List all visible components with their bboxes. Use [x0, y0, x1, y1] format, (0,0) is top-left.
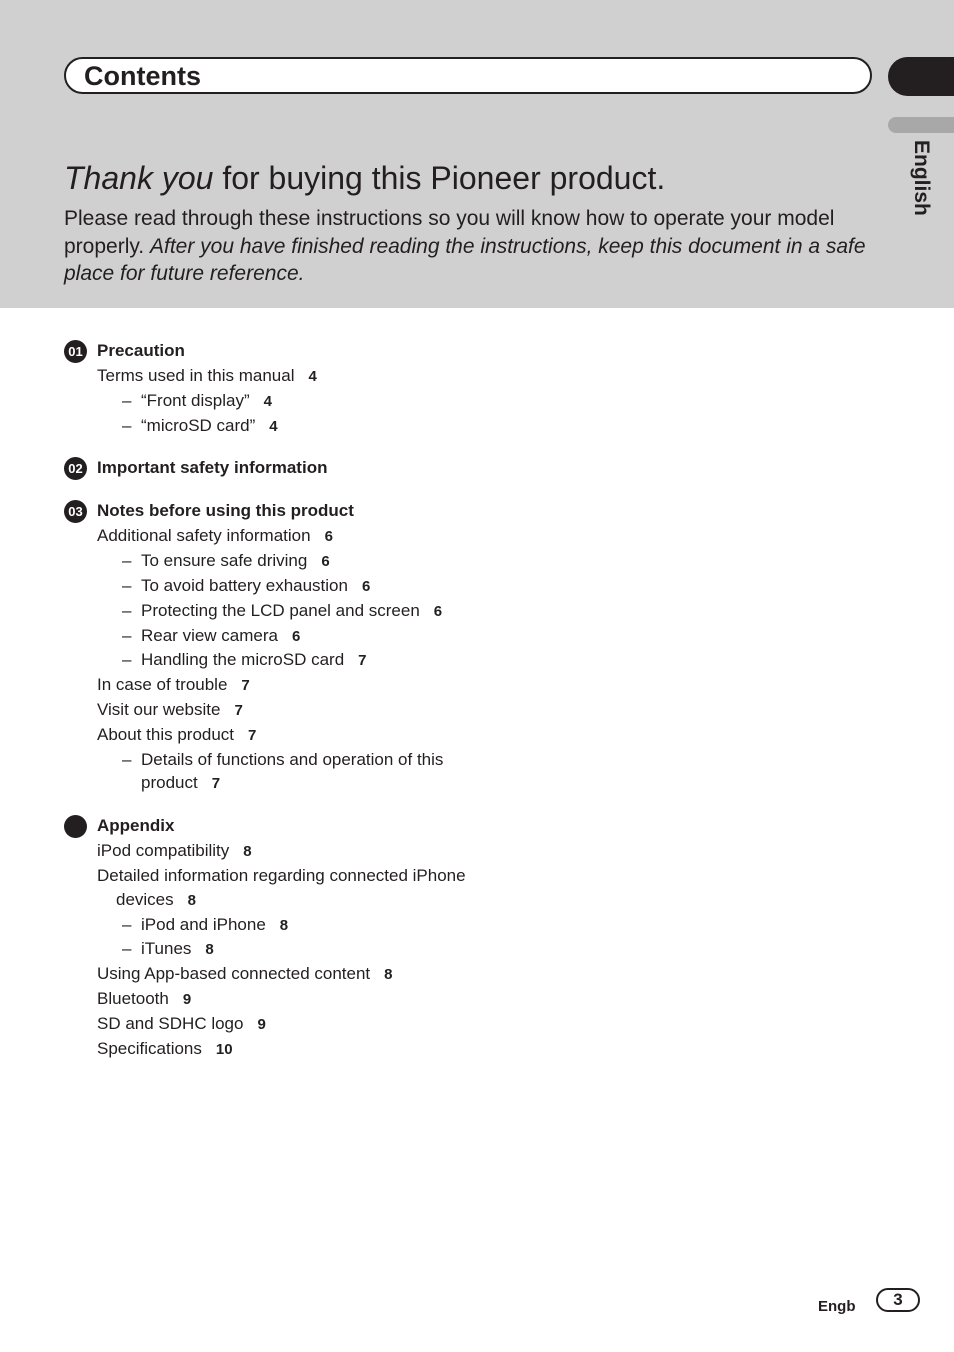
language-code: Engb: [818, 1298, 856, 1315]
entry-page-number: 7: [241, 677, 250, 695]
section-title: Important safety information: [97, 458, 328, 478]
table-of-contents: [64, 338, 484, 1078]
toc-entry[interactable]: [64, 673, 484, 698]
toc-subentry[interactable]: [64, 574, 484, 599]
section-title: Appendix: [97, 816, 175, 836]
toc-entry[interactable]: [64, 698, 484, 723]
entry-page-number: 7: [248, 726, 257, 744]
toc-subentry[interactable]: [64, 599, 484, 624]
entry-page-number: 9: [257, 1015, 266, 1033]
entry-dash: –: [122, 650, 132, 670]
entry-page-number: 6: [321, 553, 330, 571]
section-number-badge: 02: [64, 457, 87, 480]
toc-entry[interactable]: [64, 364, 484, 389]
toc-entry[interactable]: [64, 524, 484, 549]
entry-page-number: 9: [182, 990, 192, 1008]
entry-text: Protecting the LCD panel and screen: [141, 600, 420, 620]
entry-text: “Front display”: [141, 390, 250, 410]
entry-text: Specifications: [97, 1038, 202, 1058]
entry-dash: –: [122, 600, 132, 620]
entry-page-number: 8: [279, 916, 289, 934]
toc-entry[interactable]: [64, 1037, 484, 1062]
entry-dash: –: [122, 551, 132, 571]
toc-subentry[interactable]: [64, 389, 484, 414]
entry-page-number: 8: [384, 966, 393, 984]
toc-section: [64, 813, 484, 1061]
toc-section: [64, 338, 484, 438]
toc-entry[interactable]: [64, 1012, 484, 1037]
toc-entry[interactable]: [64, 987, 484, 1012]
toc-entry[interactable]: [64, 723, 484, 748]
language-tab-label: English: [910, 140, 933, 216]
entry-page-number: 10: [215, 1040, 233, 1058]
section-title: Precaution: [97, 341, 185, 360]
entry-text: iPod compatibility: [97, 841, 230, 861]
entry-text: Additional safety information: [97, 526, 311, 546]
toc-entry[interactable]: [64, 864, 484, 913]
entry-page-number: 4: [263, 392, 272, 410]
entry-text: Bluetooth: [97, 988, 169, 1008]
page-title: Contents: [84, 61, 201, 91]
entry-page-number: 7: [211, 775, 221, 793]
entry-page-number: 6: [433, 602, 443, 620]
toc-subentry[interactable]: [64, 937, 484, 962]
entry-page-number: 8: [243, 843, 252, 861]
toc-subentry[interactable]: [64, 624, 484, 649]
toc-section-heading[interactable]: [64, 498, 484, 524]
entry-page-number: 4: [308, 368, 317, 385]
entry-dash: –: [122, 914, 132, 934]
toc-subentry[interactable]: [64, 549, 484, 574]
entry-dash: –: [122, 390, 132, 410]
entry-page-number: 6: [292, 627, 301, 645]
toc-entry[interactable]: [64, 839, 484, 864]
entry-dash: –: [122, 749, 132, 769]
entry-text: Rear view camera: [141, 625, 278, 645]
section-number-badge: 03: [64, 500, 87, 523]
entry-text: Visit our website: [97, 699, 221, 719]
section-title: Notes before using this product: [97, 501, 354, 521]
toc-subentry[interactable]: [64, 414, 484, 439]
headline-rest: for buying this Pioneer product.: [213, 160, 666, 196]
entry-dash: –: [122, 575, 132, 595]
entry-text: In case of trouble: [97, 675, 228, 695]
intro-italic-text: After you have finished reading the instructions, keep this document in a safe place for future reference.: [64, 234, 866, 285]
toc-section: [64, 455, 484, 481]
entry-page-number: 6: [324, 528, 333, 546]
entry-text: iTunes: [141, 939, 192, 959]
entry-text: iPod and iPhone: [141, 914, 266, 934]
entry-text: SD and SDHC logo: [97, 1013, 244, 1033]
toc-subentry[interactable]: [64, 913, 484, 938]
entry-page-number: 8: [205, 941, 214, 959]
entry-page-number: 8: [187, 891, 196, 909]
intro-plain-text: Please read through these instructions so you will know how to operate your model properly.: [64, 207, 835, 258]
entry-page-number: 7: [358, 652, 367, 670]
chapter-tab-marker: [888, 57, 954, 96]
entry-page-number: 7: [234, 701, 243, 719]
entry-text: Handling the microSD card: [141, 650, 345, 670]
intro-paragraph: [64, 205, 884, 288]
language-tab-marker: [888, 117, 954, 133]
intro-headline: [64, 157, 665, 199]
toc-section-heading[interactable]: [64, 338, 484, 364]
entry-dash: –: [122, 625, 132, 645]
toc-section: [64, 498, 484, 796]
entry-page-number: 6: [361, 577, 371, 595]
entry-text: Details of functions and operation of this product: [141, 749, 444, 793]
entry-text: Using App-based connected content: [97, 964, 371, 984]
entry-text: “microSD card”: [141, 415, 256, 435]
entry-page-number: 4: [269, 417, 278, 435]
entry-text: Terms used in this manual: [97, 366, 295, 385]
entry-text: About this product: [97, 724, 235, 744]
toc-section-heading[interactable]: [64, 455, 484, 481]
page-number: 3: [876, 1288, 920, 1312]
entry-text: Detailed information regarding connected iPhone devices: [97, 865, 466, 909]
entry-dash: –: [122, 415, 132, 435]
toc-subentry[interactable]: [64, 648, 484, 673]
toc-section-heading[interactable]: [64, 813, 484, 839]
entry-dash: –: [122, 939, 132, 959]
entry-text: To ensure safe driving: [141, 551, 308, 571]
toc-subentry[interactable]: [64, 748, 484, 797]
toc-entry[interactable]: [64, 962, 484, 987]
headline-italic: Thank you: [64, 160, 214, 196]
section-number-badge: [64, 815, 87, 838]
section-number-badge: 01: [64, 340, 87, 363]
entry-text: To avoid battery exhaustion: [141, 575, 348, 595]
